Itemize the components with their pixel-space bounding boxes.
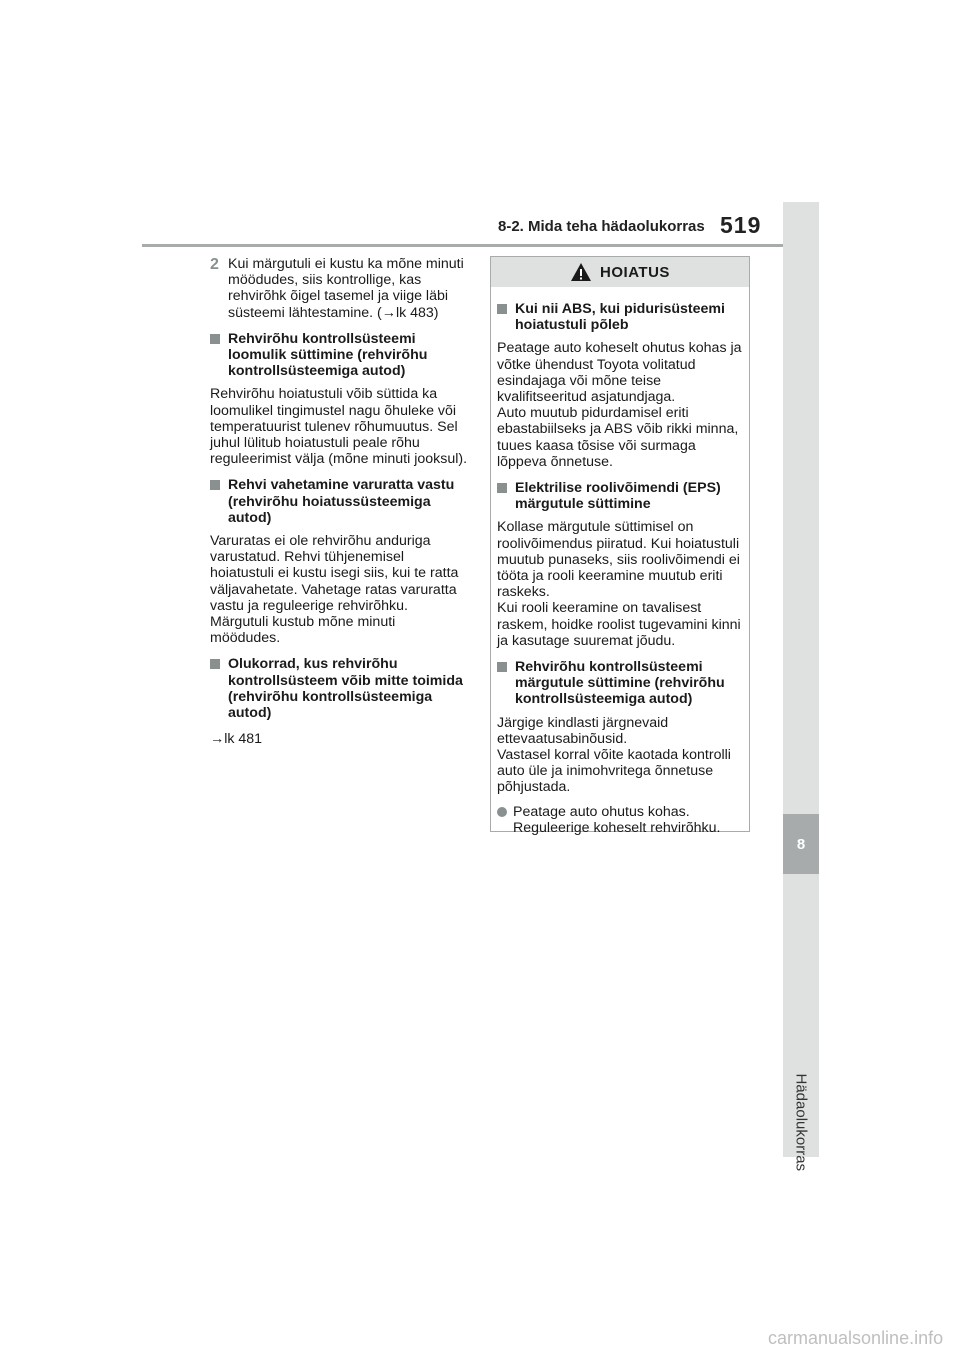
section-title: 8-2. Mida teha hädaolukorras (498, 218, 705, 235)
square-bullet-icon (210, 334, 220, 344)
warning-text: Kollase märgutule süttimisel on roolivõimendus piiratud. Kui hoiatustuli muutub punaseks, siis roolivõimendi ei tööta ja rooli keeramine muutub eriti raskeks. Kui rooli keeramine on tavalisest raskem, hoidke roolist tugevamini kinni ja kasutage suuremat jõudu. (497, 519, 741, 649)
step-text: Kui märgutuli ei kustu ka mõne minuti möödudes, siis kontrollige, kas rehvirõhk õigel tasemel ja viige läbi süsteemi lähtestamine. (→lk 483) (228, 256, 464, 321)
heading-text: Elektrilise roolivõimendi (EPS) märgutule süttimine (515, 480, 721, 513)
step-item (210, 256, 468, 321)
square-bullet-icon (497, 483, 507, 493)
section-body: Varuratas ei ole rehvirõhu anduriga varustatud. Rehvi tühjenemisel hoiatustuli ei kustu isegi siis, kui te ratta väljavahetate. Vahetage ratas varuratta vastu ja reguleerige rehvirõhku. Märgutuli kustub mõne minuti möödudes. (210, 533, 459, 647)
warning-text: Järgige kindlasti järgnevaid ettevaatusabinõusid. Vastasel korral võite kaotada kontrolli auto üle ja inimohvritega õnnetuse põhjustada. (497, 714, 731, 796)
warning-title: HOIATUS (600, 263, 670, 281)
page-number: 519 (720, 212, 762, 238)
section-heading (210, 331, 468, 380)
square-bullet-icon (497, 662, 507, 672)
page-reference-link[interactable]: →lk 481 (210, 731, 263, 748)
heading-text: Kui nii ABS, kui pidurisüsteemi hoiatustuli põleb (515, 301, 725, 334)
warning-heading (497, 301, 743, 333)
warning-triangle-icon (570, 262, 592, 282)
chapter-side-tab (783, 202, 819, 1172)
section-body: Rehvirõhu hoiatustuli võib süttida ka loomulikel tingimustel nagu õhuleke või temperatuurist tulenev rõhumuutus. Sel juhul lülitub hoiatustuli peale rõhu reguleerimist välja (mõne minuti jooksul). (210, 386, 468, 468)
header-divider (142, 244, 783, 247)
warning-heading (497, 659, 743, 708)
heading-text: Rehvirõhu kontrollsüsteemi loomulik süttimine (rehvirõhu kontrollsüsteemiga autod) (228, 330, 428, 380)
warning-box (490, 256, 750, 836)
chapter-label: Hädaolukorras (792, 1073, 810, 1172)
heading-text: Olukorrad, kus rehvirõhu kontrollsüsteem võib mitte toimida (rehvirõhu kontrollsüsteemiga autod) (228, 656, 463, 722)
section-heading (210, 477, 468, 526)
square-bullet-icon (210, 480, 220, 490)
warning-body (491, 287, 749, 836)
left-column (210, 256, 468, 747)
bullet-text: Peatage auto ohutus kohas. Reguleerige koheselt rehvirõhku. (513, 803, 721, 836)
heading-text: Rehvirõhu kontrollsüsteemi märgutule süttimine (rehvirõhu kontrollsüsteemiga autod) (515, 659, 725, 708)
warning-header (491, 257, 749, 287)
watermark: carmanualsonline.info (768, 1328, 944, 1348)
section-heading (210, 656, 468, 721)
square-bullet-icon (210, 659, 220, 669)
heading-text: Rehvi vahetamine varuratta vastu (rehvirõhu hoiatussüsteemiga autod) (228, 477, 455, 526)
chapter-number: 8 (783, 814, 819, 874)
warning-heading (497, 480, 743, 512)
warning-text: Peatage auto koheselt ohutus kohas ja võtke ühendust Toyota volitatud esindajaga või mõne teise kvalifitseeritud asjatundjaga. Auto muutub pidurdamisel eriti ebastabiilseks ja ABS võib rikki minna, tuues kaasa tõsise või surmaga lõppeva õnnetuse. (497, 340, 742, 470)
square-bullet-icon (497, 304, 507, 314)
warning-bullet-item (497, 804, 743, 836)
circle-bullet-icon (497, 807, 507, 817)
step-number: 2 (210, 256, 219, 273)
